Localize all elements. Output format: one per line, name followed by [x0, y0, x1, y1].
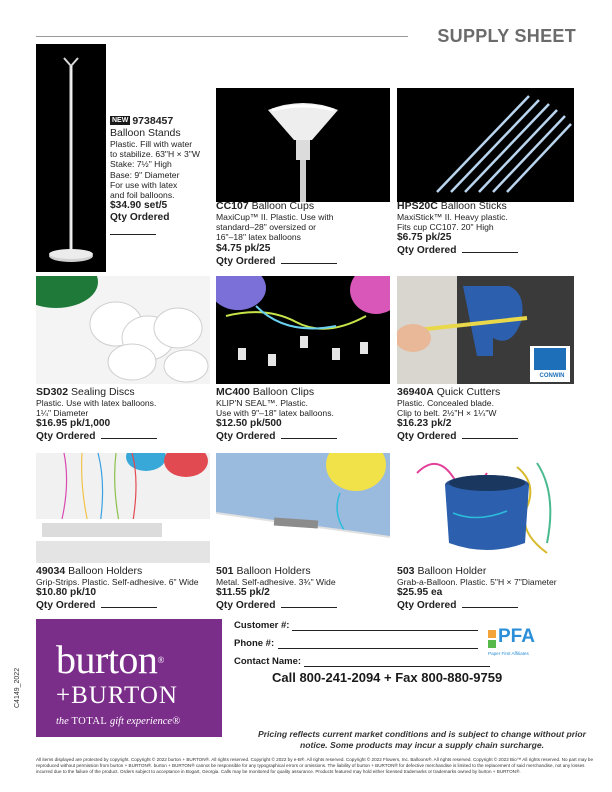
- product-metal-holders: [216, 565, 392, 612]
- qty-ordered-label: Qty Ordered: [397, 431, 457, 443]
- product-name: Balloon Stands: [110, 127, 181, 139]
- product-sealing-discs: [36, 386, 210, 443]
- phone-number-row: [234, 638, 274, 649]
- phone-number-field[interactable]: [278, 648, 478, 649]
- product-name: Balloon Sticks: [440, 200, 507, 212]
- qty-ordered-field[interactable]: [281, 255, 337, 264]
- sealing-discs-photo: [36, 276, 210, 384]
- qty-ordered-label: Qty Ordered: [110, 212, 170, 224]
- new-badge: NEW: [112, 117, 129, 124]
- product-sku: 49034: [36, 565, 66, 577]
- qty-ordered-field[interactable]: [281, 599, 337, 608]
- product-price: $6.75 pk/25: [397, 232, 452, 244]
- product-sku: HPS20C: [397, 200, 438, 212]
- qty-ordered-field[interactable]: [462, 430, 518, 439]
- pfa-logo: [488, 626, 544, 660]
- burton-logo: [36, 619, 222, 737]
- balloon-stand-photo: [36, 44, 106, 272]
- logo-line-1: burton®: [56, 637, 164, 682]
- product-price: $11.55 pk/2: [216, 587, 270, 599]
- qty-ordered-row: [216, 599, 392, 612]
- legal-fine-print: All items displayed are protected by copyright. Copyright © 2022 burton + BURTON®. All rights reserved. Copyright © 2022 by e-B®. All rights reserved. Copyright © 2022 Flowers, Inc. Balloons®. All rights reserved. Copyright © 2022 Bio™ All rights reserved. No part may be reproduced without permission from burton + BURTON®. burton + BURTON® cannot be responsible for any typographical errors or omissions. The liability of burton + BURTON® for defective merchandise is limited to the replacement of said merchandise, not any losses incurred due to the failure of the product. Orders subject to acceptance in Bogart, Georgia. Calls may be monitored for quality assurance. Products featured may hold either licensed trademarks or trademarks owned by burton + BURTON®.: [36, 757, 594, 774]
- product-sku: 36940A: [397, 386, 434, 398]
- product-price: $34.90 set/5: [110, 200, 168, 212]
- product-title: [36, 565, 214, 577]
- qty-ordered-label: Qty Ordered: [397, 600, 457, 612]
- product-sku: 503: [397, 565, 415, 577]
- pfa-logo-text: PFA: [498, 626, 535, 647]
- product-sku: CC107: [216, 200, 249, 212]
- product-desc-line: Clip to belt. 2½"H × 1¼"W: [397, 408, 497, 419]
- product-desc-line: Stake: 7½" High: [110, 159, 172, 170]
- qty-ordered-field[interactable]: [462, 244, 518, 253]
- qty-ordered-label: Qty Ordered: [216, 255, 276, 267]
- metal-holders-photo: [216, 453, 390, 563]
- product-sku: 9738457: [132, 115, 174, 127]
- product-desc-line: 16"–18" latex balloons: [216, 232, 301, 243]
- product-price: $12.50 pk/500: [216, 418, 282, 430]
- grip-strips-photo: [36, 453, 210, 563]
- product-name: Sealing Discs: [71, 386, 135, 398]
- product-desc-line: Fits cup CC107. 20" High: [397, 222, 494, 233]
- product-grip-strips: [36, 565, 214, 612]
- qty-ordered-label: Qty Ordered: [36, 600, 96, 612]
- conwin-badge: CONWIN: [539, 373, 565, 379]
- product-price: $16.23 pk/2: [397, 418, 452, 430]
- qty-ordered-field[interactable]: [101, 599, 157, 608]
- product-title: [397, 200, 574, 212]
- pfa-logo-subtitle: Paper First Affiliates: [488, 651, 529, 656]
- product-name: Balloon Holders: [236, 565, 311, 577]
- contact-name-field[interactable]: [304, 666, 490, 667]
- product-desc-line: to stabilize. 63"H × 3"W: [110, 149, 200, 160]
- product-name: Balloon Clips: [252, 386, 315, 398]
- balloon-cup-photo: [216, 88, 390, 202]
- qty-ordered-field[interactable]: [281, 430, 337, 439]
- product-balloon-sticks: [397, 200, 574, 257]
- qty-ordered-row: [36, 430, 210, 443]
- customer-number-field[interactable]: [292, 630, 478, 631]
- product-title: [397, 386, 574, 398]
- product-name: Quick Cutters: [436, 386, 501, 398]
- product-title: [110, 115, 210, 127]
- product-name: Balloon Holder: [417, 565, 487, 577]
- product-desc-line: For use with latex: [110, 179, 178, 190]
- pricing-note: Pricing reflects current market conditions and is subject to change without prior notice. Some products may incur a supply chain surcharge.: [257, 729, 587, 750]
- qty-ordered-label: Qty Ordered: [216, 431, 276, 443]
- customer-number-label: Customer #:: [234, 620, 290, 631]
- contact-line: Call 800-241-2094 + Fax 800-880-9759: [272, 670, 503, 685]
- product-desc-line: and foil balloons.: [110, 190, 175, 201]
- product-desc-line: standard–28" oversized or: [216, 222, 317, 233]
- product-sku: SD302: [36, 386, 69, 398]
- product-title: [216, 565, 392, 577]
- catalog-code: C4149_2022: [14, 667, 21, 708]
- product-desc-line: Plastic. Concealed blade.: [397, 398, 494, 408]
- page-title: SUPPLY SHEET: [437, 26, 576, 46]
- balloon-sticks-photo: [397, 88, 574, 202]
- product-price: $25.95 ea: [397, 587, 443, 599]
- product-desc-line: MaxiStick™ II. Heavy plastic.: [397, 212, 508, 222]
- product-quick-cutters: [397, 386, 574, 443]
- qty-ordered-field[interactable]: [101, 430, 157, 439]
- qty-ordered-row: [397, 244, 574, 257]
- qty-ordered-row: [216, 430, 392, 443]
- product-desc-line: Grab-a-Balloon. Plastic. 5"H × 7"Diameter: [397, 577, 557, 587]
- qty-ordered-row: [397, 599, 597, 612]
- product-title: [36, 386, 210, 398]
- product-name: Balloon Cups: [251, 200, 315, 212]
- product-desc-line: Grip-Strips. Plastic. Self-adhesive. 6" Wide: [36, 577, 199, 587]
- balloon-clips-photo: [216, 276, 390, 384]
- product-name: Balloon Holders: [68, 565, 143, 577]
- product-price: $10.80 pk/10: [36, 587, 97, 599]
- product-title: [397, 565, 597, 577]
- product-desc-line: Use with 9"–18" latex balloons.: [216, 408, 334, 419]
- grab-a-balloon-photo: [397, 453, 574, 563]
- product-desc-line: Metal. Self-adhesive. 3¾" Wide: [216, 577, 336, 587]
- qty-ordered-field[interactable]: [110, 224, 156, 235]
- header-rule: [36, 36, 408, 37]
- qty-ordered-row: [36, 599, 214, 612]
- quick-cutters-photo: [397, 276, 574, 384]
- page-header: [36, 26, 576, 50]
- qty-ordered-field[interactable]: [462, 599, 518, 608]
- product-desc-line: Plastic. Fill with water: [110, 139, 193, 149]
- product-balloon-stands: [110, 115, 210, 235]
- product-sku: MC400: [216, 386, 250, 398]
- product-title: [216, 386, 392, 398]
- product-title: [216, 200, 392, 212]
- logo-tagline: the TOTAL gift experience®: [56, 716, 181, 727]
- product-desc-line: Base: 9" Diameter: [110, 169, 180, 180]
- product-desc-line: Plastic. Use with latex balloons.: [36, 398, 157, 408]
- product-desc-line: MaxiCup™ II. Plastic. Use with: [216, 212, 334, 222]
- qty-ordered-label: Qty Ordered: [216, 600, 276, 612]
- product-price: $16.95 pk/1,000: [36, 418, 111, 430]
- logo-line-2: +BURTON: [56, 682, 178, 709]
- customer-number-row: [234, 620, 289, 631]
- product-price: $4.75 pk/25: [216, 242, 271, 254]
- product-desc-line: KLIP'N SEAL™. Plastic.: [216, 398, 308, 408]
- product-balloon-cups: [216, 200, 392, 268]
- product-grab-a-balloon: [397, 565, 597, 612]
- contact-name-row: [234, 656, 301, 667]
- qty-ordered-row: [216, 255, 392, 268]
- qty-ordered-row: [397, 430, 574, 443]
- product-desc-line: 1¼" Diameter: [36, 408, 89, 419]
- contact-name-label: Contact Name:: [234, 656, 302, 667]
- product-balloon-clips: [216, 386, 392, 443]
- product-sku: 501: [216, 565, 234, 577]
- qty-ordered-label: Qty Ordered: [397, 245, 457, 257]
- qty-ordered-label: Qty Ordered: [36, 431, 96, 443]
- phone-number-label: Phone #:: [234, 638, 275, 649]
